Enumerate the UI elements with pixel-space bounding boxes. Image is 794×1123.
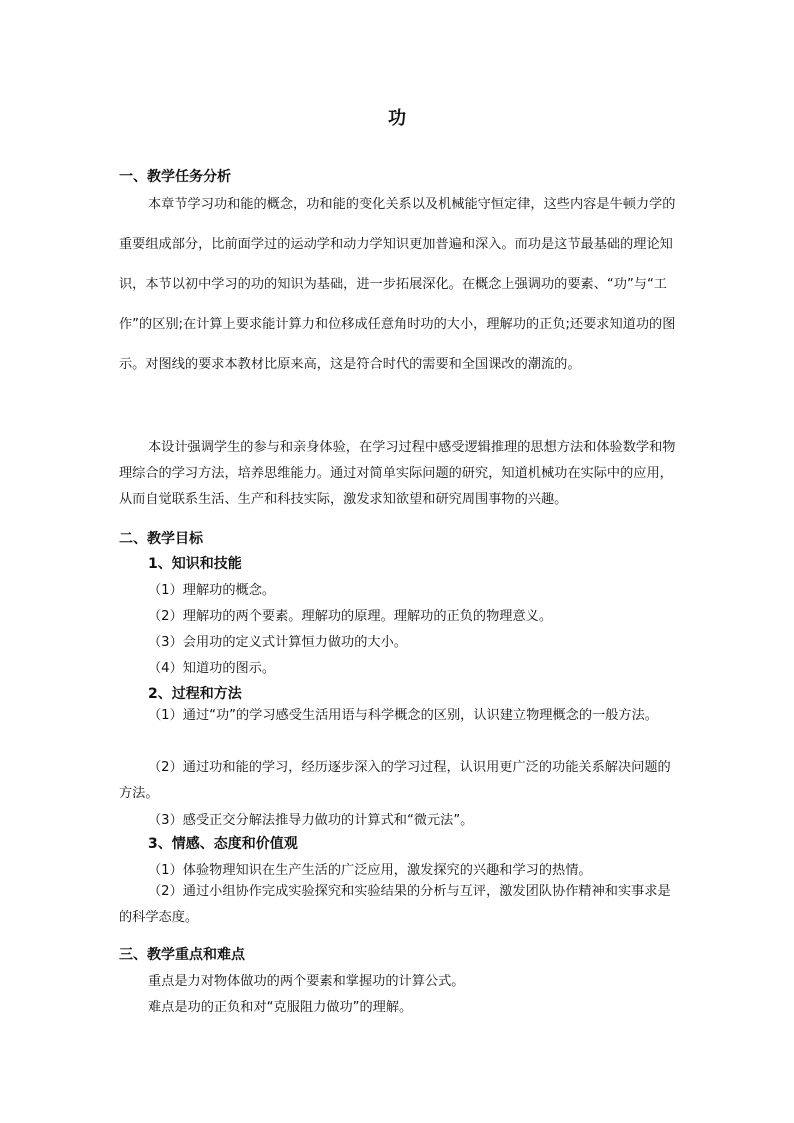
- objective-item: （4）知道功的图示。: [148, 661, 276, 676]
- objective-item: （3）感受正交分解法推导力做功的计算式和“微元法”。: [148, 813, 474, 828]
- objective-item: （1）理解功的概念。: [148, 583, 276, 598]
- section-heading-objectives: 二、教学目标: [119, 531, 203, 547]
- task-analysis-paragraph-2: 本设计强调学生的参与和亲身体验，在学习过程中感受逻辑推理的思想方法和体验数学和物理综合的学习方法，培养思维能力。通过对简单实际问题的研究，知道机械功在实际中的应用，从而自觉联系生活、生产和科技实际，激发求知欲望和研究周围事物的兴趣。: [119, 440, 676, 507]
- objective-item: （1）通过“功”的学习感受生活用语与科学概念的区别，认识建立物理概念的一般方法。: [148, 708, 658, 723]
- objective-heading-process-methods: 2、过程和方法: [148, 686, 242, 702]
- objective-item: （3）会用功的定义式计算恒力做功的大小。: [148, 635, 407, 650]
- objective-heading-knowledge-skills: 1、知识和技能: [148, 556, 242, 572]
- objective-item: （2）理解功的两个要素。理解功的原理。理解功的正负的物理意义。: [148, 609, 553, 624]
- task-analysis-paragraph-1: 本章节学习功和能的概念，功和能的变化关系以及机械能守恒定律，这些内容是牛顿力学的重要组成部分，比前面学过的运动学和动力学知识更加普遍和深入。而功是这节最基础的理论知识，本节以初中学习的功的知识为基础，进一步拓展深化。在概念上强调功的要素、“功”与“工作”的区别;在计算上要求能计算力和位移成任意角时功的大小，理解功的正负;还要求知道功的图示。对图线的要求本教材比原来高，这是符合时代的需要和全国课改的潮流的。: [119, 197, 676, 372]
- section-heading-key-points: 三、教学重点和难点: [119, 947, 245, 963]
- document-title: 功: [388, 108, 406, 129]
- objective-heading-attitudes-values: 3、情感、态度和价值观: [148, 836, 298, 852]
- objective-item: （2）通过功和能的学习，经历逐步深入的学习过程，认识用更广泛的功能关系解决问题的方法。: [119, 760, 671, 801]
- section-heading-task-analysis: 一、教学任务分析: [119, 169, 231, 185]
- objective-item: （2）通过小组协作完成实验探究和实验结果的分析与互评，激发团队协作精神和实事求是的科学态度。: [119, 884, 671, 925]
- objective-item: （1）体验物理知识在生产生活的广泛应用，激发探究的兴趣和学习的热情。: [148, 863, 592, 878]
- difficulty-line: 难点是功的正负和对“克服阻力做功”的理解。: [148, 1000, 413, 1015]
- key-point-line: 重点是力对物体做功的两个要素和掌握功的计算公式。: [148, 974, 465, 989]
